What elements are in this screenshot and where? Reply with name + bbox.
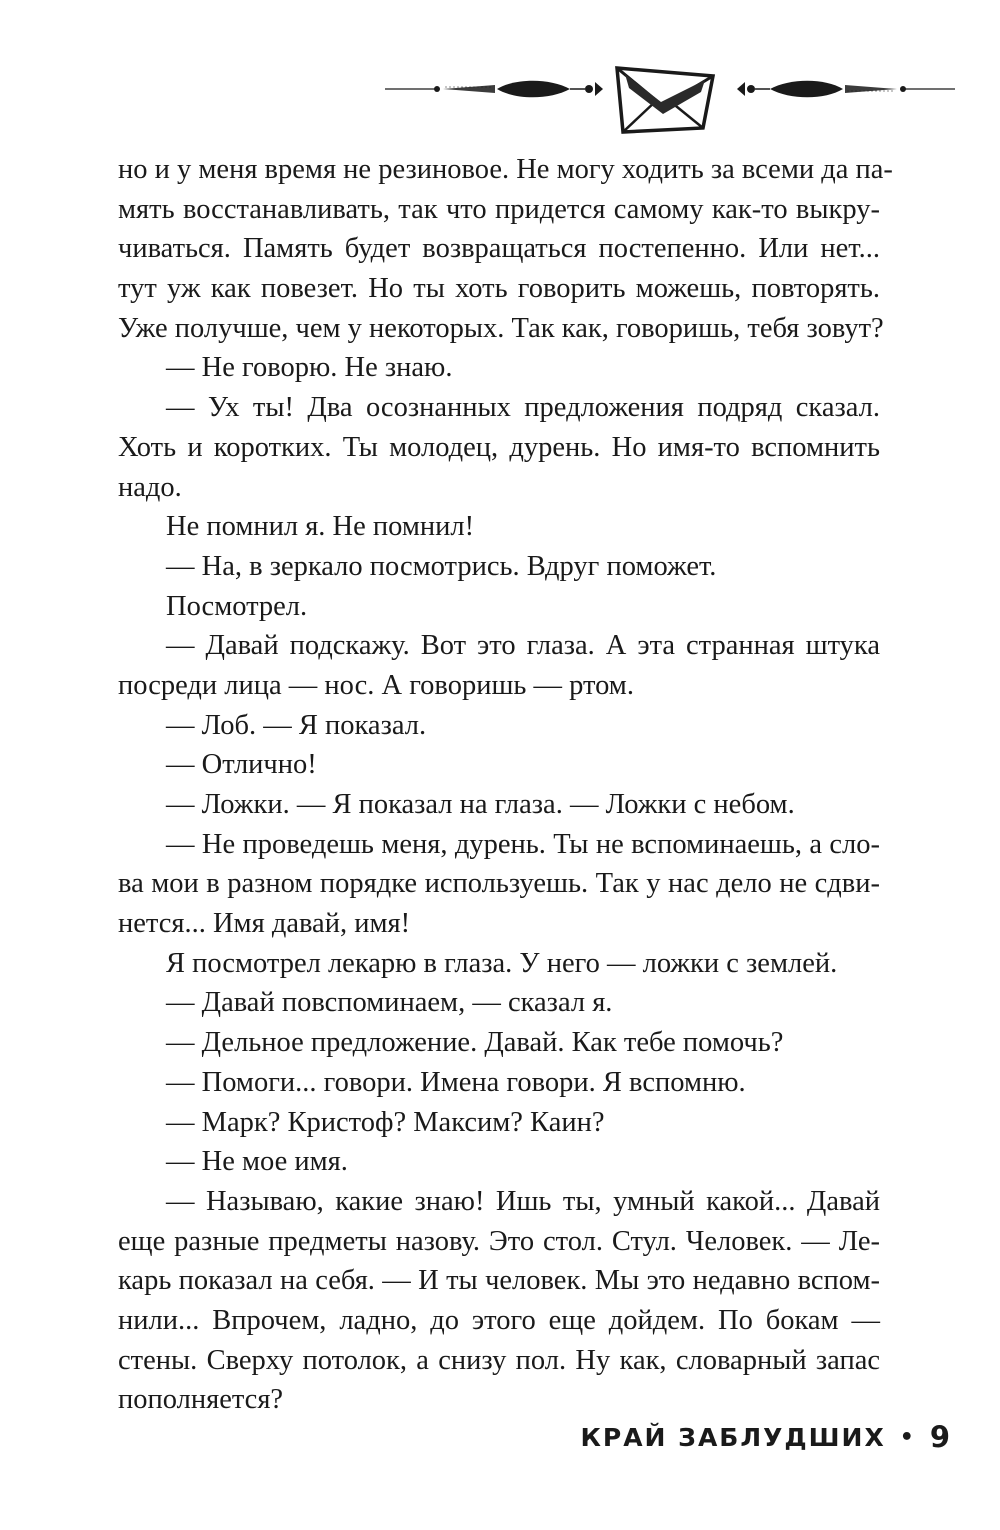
text-line: нется... Имя давай, имя!: [118, 908, 411, 940]
text-line: чиваться. Память будет возвращаться постепенно. Или нет...: [118, 233, 880, 265]
text-line: — Отлично!: [166, 749, 317, 781]
text-line: тут уж как повезет. Но ты хоть говорить можешь, повторять.: [118, 273, 880, 305]
text-line: но и у меня время не резиновое. Не могу ходить за всеми да па-: [118, 154, 893, 185]
footer-bullet: •: [899, 1424, 916, 1450]
text-line: — Помоги... говори. Имена говори. Я вспомню.: [166, 1066, 746, 1098]
text-line: — Называю, какие знаю! Ишь ты, умный какой... Давай: [166, 1185, 880, 1217]
text-line: — На, в зеркало посмотрись. Вдруг поможет.: [166, 550, 717, 582]
body-text: [118, 150, 893, 1420]
page-number: 9: [929, 1420, 952, 1454]
text-line: — Марк? Кристоф? Максим? Каин?: [166, 1106, 605, 1138]
header-ornament: [385, 40, 955, 135]
text-line: Не помнил я. Не помнил!: [166, 511, 475, 543]
running-footer: [580, 1420, 952, 1454]
text-line: стены. Сверху потолок, а снизу пол. Ну как, словарный запас: [118, 1344, 880, 1376]
text-line: надо.: [118, 471, 182, 503]
running-title: КРАЙ ЗАБЛУДШИХ: [580, 1422, 886, 1452]
text-line: Уже получше, чем у некоторых. Так как, говоришь, тебя зовут?: [118, 312, 884, 344]
text-line: — Ложки. — Я показал на глаза. — Ложки с небом.: [166, 789, 795, 820]
text-line: нили... Впрочем, ладно, до этого еще дойдем. По бокам —: [118, 1304, 880, 1336]
text-line: еще разные предметы назову. Это стол. Стул. Человек. — Ле-: [118, 1225, 880, 1257]
text-line: — Дельное предложение. Давай. Как тебе помочь?: [166, 1027, 784, 1059]
text-line: ва мои в разном порядке используешь. Так у нас дело не сдви-: [118, 868, 880, 900]
text-line: — Давай подскажу. Вот это глаза. А эта странная штука: [166, 630, 880, 662]
text-line: — Не говорю. Не знаю.: [166, 352, 453, 384]
text-line: Посмотрел.: [166, 590, 308, 622]
text-line: — Не проведешь меня, дурень. Ты не вспоминаешь, а сло-: [166, 828, 880, 860]
text-line: — Давай повспоминаем, — сказал я.: [166, 987, 613, 1019]
text-line: — Не мое имя.: [166, 1146, 348, 1178]
text-line: Хоть и коротких. Ты молодец, дурень. Но имя-то вспомнить: [118, 431, 880, 463]
right-flourish: [737, 81, 955, 98]
text-line: пополняется?: [118, 1384, 284, 1416]
text-line: — Лоб. — Я показал.: [166, 709, 427, 741]
text-line: — Ух ты! Два осознанных предложения подряд сказал.: [166, 392, 880, 424]
text-line: посреди лица — нос. А говоришь — ртом.: [118, 669, 634, 701]
left-flourish: [385, 81, 603, 98]
envelope-icon: [617, 68, 713, 132]
text-line: карь показал на себя. — И ты человек. Мы это недавно вспом-: [118, 1265, 880, 1297]
text-line: мять восстанавливать, так что придется самому как-то выкру-: [118, 193, 880, 225]
text-line: Я посмотрел лекарю в глаза. У него — ложки с землей.: [166, 947, 838, 979]
